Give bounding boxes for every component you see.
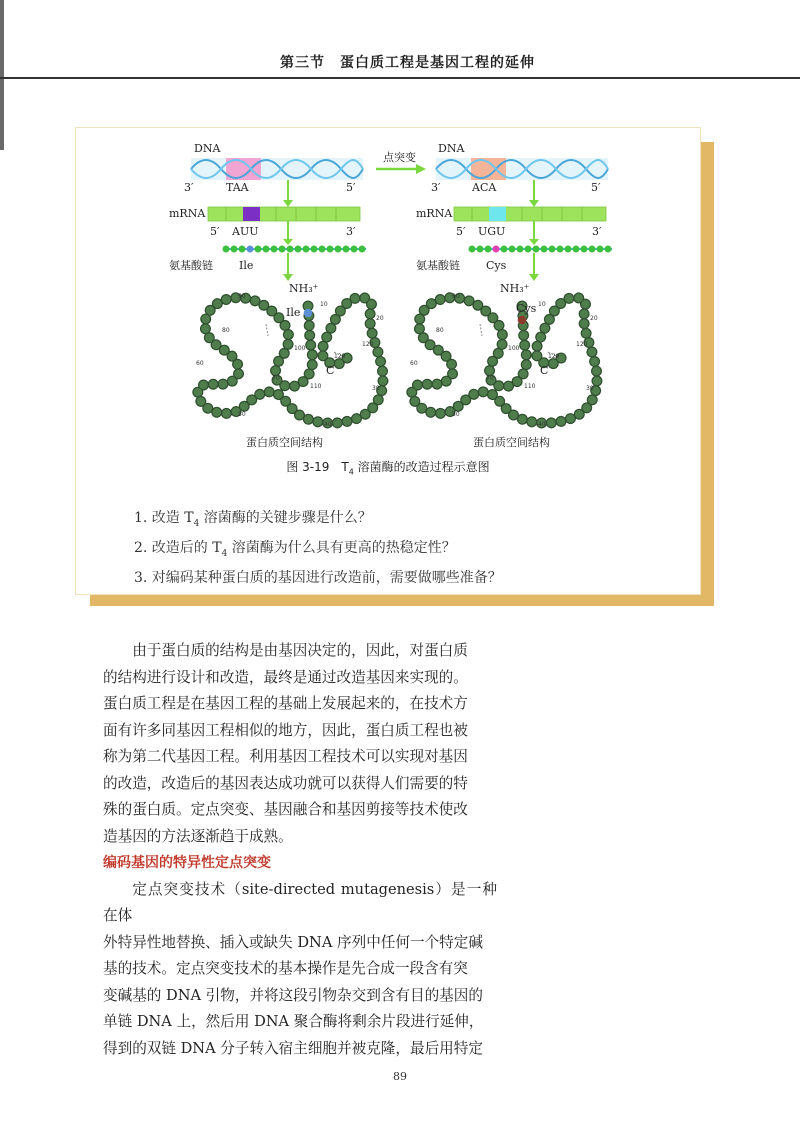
text-line: 外特异性地替换、插入或缺失 DNA 序列中任何一个特定碱 [103, 933, 483, 951]
left-num-50: 50 [238, 411, 246, 418]
right-dna-5prime: 5′ [591, 181, 601, 194]
right-num-10: 10 [538, 301, 546, 308]
text-line: 基的技术。定点突变技术的基本操作是先合成一段含有突 [103, 960, 468, 977]
left-num-120: 120 [362, 341, 374, 348]
left-dna-3prime: 3′ [184, 181, 194, 194]
left-residue-label: Ile [286, 306, 301, 319]
text-line: 由于蛋白质的结构是由基因决定的，因此，对蛋白质 [132, 642, 468, 659]
right-num-110: 110 [524, 383, 536, 390]
right-num-120: 120 [576, 341, 588, 348]
page-header [0, 48, 800, 76]
left-ile-residue [304, 309, 313, 318]
right-mrna-label: mRNA [416, 207, 453, 220]
left-num-80: 80 [222, 327, 230, 334]
right-dna-3prime: 3′ [431, 181, 441, 194]
right-mrna-5prime: 5′ [456, 225, 466, 238]
text-line: 单链 DNA 上，然后用 DNA 聚合酶将剩余片段进行延伸， [103, 1013, 484, 1030]
text-line: 殊的蛋白质。定点突变、基因融合和基因剪接等技术使改 [103, 801, 468, 818]
paragraph-1 [103, 638, 497, 850]
left-num-60: 60 [196, 360, 204, 367]
figure-caption: 图 3-19 $T_4$ 溶菌酶的改造过程示意图 [286, 460, 490, 477]
section-title: 第三节 蛋白质工程是基因工程的延伸 [280, 55, 535, 71]
figure-box [76, 128, 700, 594]
lysozyme-diagram [76, 128, 700, 458]
left-dna-5prime: 5′ [346, 181, 356, 194]
mutation-label: 点突变 [383, 151, 416, 164]
left-aa-label: 氨基酸链 [169, 259, 213, 272]
text-line: 造基因的方法逐渐趋于成熟。 [103, 827, 293, 845]
right-dna-codon: ACA [472, 181, 497, 194]
text-line: 蛋白质工程是在基因工程的基础上发展起来的，在技术方 [103, 695, 468, 712]
right-cys-residue [518, 316, 527, 325]
left-aa-name: Ile [239, 259, 254, 272]
right-aa-chain [469, 246, 613, 253]
question-item: 1. 改造 $T_4$ 溶菌酶的关键步骤是什么？ [134, 510, 372, 529]
right-num-129: 129 [548, 353, 560, 360]
question-list [134, 506, 502, 595]
left-arrow-2 [283, 221, 293, 245]
text-line: 定点突变技术（site-directed mutagenesis）是一种在体 [103, 880, 497, 924]
left-num-30: 30 [372, 385, 380, 392]
left-num-100: 100 [294, 345, 306, 352]
left-num-129: 129 [334, 353, 346, 360]
left-structure-label: 蛋白质空间结构 [246, 436, 323, 449]
mutation-arrow [376, 164, 426, 174]
left-mrna-5prime: 5′ [210, 225, 220, 238]
right-num-20: 20 [590, 315, 598, 322]
header-rule [0, 77, 800, 79]
left-num-40: 40 [324, 421, 332, 428]
left-num-70: 70 [272, 375, 280, 382]
left-mrna-label: mRNA [169, 207, 206, 220]
text-line: 变碱基的 DNA 引物，并将这段引物杂交到含有目的基因的 [103, 986, 483, 1004]
text-line: 的结构进行设计和改造，最终是通过改造基因来实现的。 [103, 668, 468, 686]
right-num-70: 70 [486, 375, 494, 382]
right-arrow-3 [529, 253, 539, 281]
right-num-80: 80 [436, 327, 444, 334]
left-dna-codon: TAA [226, 181, 249, 194]
left-num-10: 10 [320, 301, 328, 308]
left-dna-helix [191, 158, 363, 180]
page-number: 89 [393, 1070, 407, 1083]
right-residue-label: Cys [516, 302, 537, 315]
text-line: 得到的双链 DNA 分子转入宿主细胞并被克隆，最后用特定 [103, 1039, 483, 1057]
left-num-20: 20 [376, 315, 384, 322]
right-dna-helix [436, 158, 608, 180]
right-dna-label: DNA [438, 142, 465, 155]
text-line: 的改造，改造后的基因表达成功就可以获得人们需要的特 [103, 774, 468, 792]
left-aa-chain [223, 246, 367, 253]
paragraph-2 [103, 877, 497, 1063]
subheading: 编码基因的特异性定点突变 [103, 855, 271, 871]
right-num-30: 30 [586, 385, 594, 392]
body-text [103, 638, 497, 1062]
left-mrna-codon: AUU [232, 225, 259, 238]
right-mrna-codon: UGU [478, 225, 506, 238]
left-num-90: 90 [238, 293, 246, 300]
right-num-60: 60 [410, 360, 418, 367]
left-num-110: 110 [310, 383, 322, 390]
left-mrna-strip [208, 207, 360, 221]
text-line: 面有许多同基因工程相似的地方，因此，蛋白质工程也被 [103, 721, 468, 739]
right-arrow-2 [529, 221, 539, 245]
right-mrna-strip [454, 207, 606, 221]
right-carboxyl: C [540, 364, 549, 377]
left-arrow-1 [283, 180, 293, 207]
text-line: 称为第二代基因工程。利用基因工程技术可以实现对基因 [103, 748, 468, 765]
question-item: 3. 对编码某种蛋白质的基因进行改造前，需要做哪些准备？ [134, 569, 502, 586]
question-item: 2. 改造后的 $T_4$ 溶菌酶为什么具有更高的热稳定性？ [134, 539, 456, 559]
right-aa-name: Cys [486, 259, 507, 272]
right-num-50: 50 [452, 411, 460, 418]
right-arrow-1 [529, 180, 539, 207]
right-mrna-3prime: 3′ [592, 225, 602, 238]
left-carboxyl: C [326, 364, 335, 377]
right-num-100: 100 [508, 345, 520, 352]
left-arrow-3 [283, 253, 293, 281]
left-mrna-3prime: 3′ [346, 225, 356, 238]
right-structure-label: 蛋白质空间结构 [473, 436, 550, 449]
right-num-40: 40 [538, 421, 546, 428]
right-nh3: NH₃⁺ [500, 282, 530, 295]
left-nh3: NH₃⁺ [289, 282, 319, 295]
right-protein-structure [412, 298, 597, 424]
right-aa-label: 氨基酸链 [416, 259, 460, 272]
left-dna-label: DNA [194, 142, 221, 155]
right-num-90: 90 [452, 293, 460, 300]
